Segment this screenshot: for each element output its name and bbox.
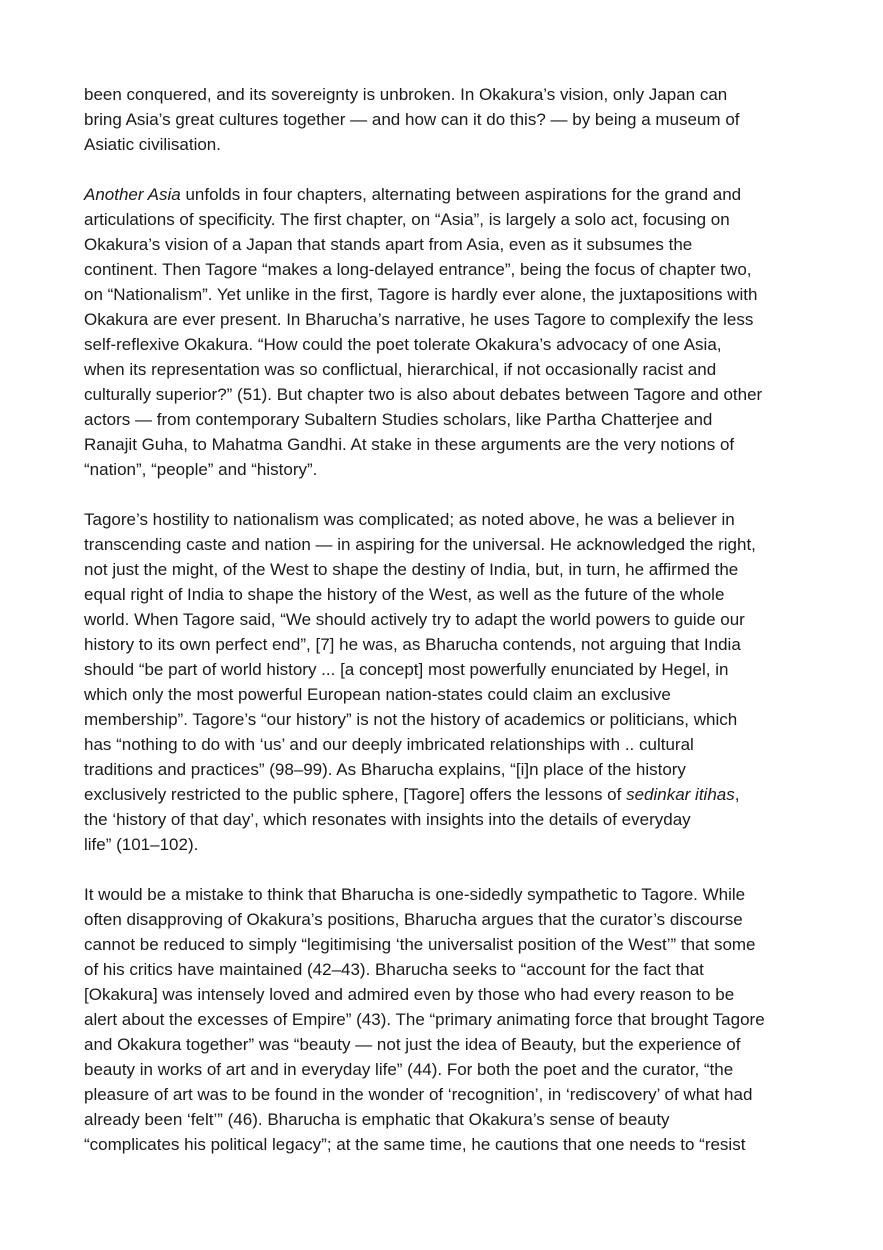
text-line: and Okakura together” was “beauty — not just the idea of Beauty, but the experience of [84, 1035, 741, 1054]
text-line: life” (101–102). [84, 835, 199, 854]
text-line: not just the might, of the West to shape the destiny of India, but, in turn, he affirmed the [84, 560, 739, 579]
text-line: Asiatic civilisation. [84, 135, 221, 154]
text-line: Tagore’s hostility to nationalism was complicated; as noted above, he was a believer in [84, 510, 735, 529]
text-line: often disapproving of Okakura’s positions, Bharucha argues that the curator’s discourse [84, 910, 743, 929]
text-line: continent. Then Tagore “makes a long-delayed entrance”, being the focus of chapter two, [84, 260, 752, 279]
paragraph-3 [84, 507, 804, 857]
text-line: cannot be reduced to simply “legitimising ‘the universalist position of the West’” that some [84, 935, 756, 954]
text-line: bring Asia’s great cultures together — and how can it do this? — by being a museum of [84, 110, 740, 129]
text-line: when its representation was so conflictual, hierarchical, if not occasionally racist and [84, 360, 717, 379]
paragraph-4 [84, 882, 804, 1157]
text-line: traditions and practices” (98–99). As Bharucha explains, “[i]n place of the history [84, 760, 686, 779]
text-line: Ranajit Guha, to Mahatma Gandhi. At stake in these arguments are the very notions of [84, 435, 735, 454]
text-line: articulations of specificity. The first chapter, on “Asia”, is largely a solo act, focusing on [84, 210, 730, 229]
paragraph-2 [84, 182, 804, 482]
text-line: equal right of India to shape the history of the West, as well as the future of the whole [84, 585, 725, 604]
text-line: transcending caste and nation — in aspiring for the universal. He acknowledged the right, [84, 535, 756, 554]
text-line: been conquered, and its sovereignty is unbroken. In Okakura’s vision, only Japan can [84, 85, 728, 104]
text-line: beauty in works of art and in everyday life” (44). For both the poet and the curator, “the [84, 1060, 734, 1079]
text-line: self-reflexive Okakura. “How could the poet tolerate Okakura’s advocacy of one Asia, [84, 335, 722, 354]
text-line [84, 782, 804, 807]
italic-term: sedinkar itihas [626, 785, 735, 804]
text-line: which only the most powerful European nation-states could claim an exclusive [84, 685, 671, 704]
text-line: should “be part of world history ... [a concept] most powerfully enunciated by Hegel, in [84, 660, 729, 679]
text-line: culturally superior?” (51). But chapter two is also about debates between Tagore and other [84, 385, 763, 404]
text-line: alert about the excesses of Empire” (43). The “primary animating force that brought Tagore [84, 1010, 765, 1029]
paragraph-1 [84, 82, 804, 157]
text-line: pleasure of art was to be found in the wonder of ‘recognition’, in ‘rediscovery’ of what had [84, 1085, 753, 1104]
text-line: history to its own perfect end”, [7] he was, as Bharucha contends, not arguing that India [84, 635, 741, 654]
text-line: It would be a mistake to think that Bharucha is one-sidedly sympathetic to Tagore. While [84, 885, 746, 904]
text-segment: unfolds in four chapters, alternating between aspirations for the grand and [180, 185, 742, 204]
text-line: Okakura are ever present. In Bharucha’s narrative, he uses Tagore to complexify the less [84, 310, 754, 329]
text-line: already been ‘felt’” (46). Bharucha is emphatic that Okakura’s sense of beauty [84, 1110, 670, 1129]
text-segment: , [734, 785, 740, 804]
document-body [84, 82, 804, 1157]
text-line: actors — from contemporary Subaltern Studies scholars, like Partha Chatterjee and [84, 410, 713, 429]
text-line: on “Nationalism”. Yet unlike in the first, Tagore is hardly ever alone, the juxtapositions with [84, 285, 758, 304]
text-line: membership”. Tagore’s “our history” is not the history of academics or politicians, which [84, 710, 738, 729]
text-segment: exclusively restricted to the public sphere, [Tagore] offers the lessons of [84, 785, 627, 804]
text-line: “complicates his political legacy”; at the same time, he cautions that one needs to “resist [84, 1135, 746, 1154]
text-line [84, 182, 804, 207]
book-title: Another Asia [84, 185, 181, 204]
text-line: has “nothing to do with ‘us’ and our deeply imbricated relationships with .. cultural [84, 735, 694, 754]
text-line: of his critics have maintained (42–43). Bharucha seeks to “account for the fact that [84, 960, 704, 979]
text-line: “nation”, “people” and “history”. [84, 460, 318, 479]
text-line: [Okakura] was intensely loved and admired even by those who had every reason to be [84, 985, 735, 1004]
text-line: world. When Tagore said, “We should actively try to adapt the world powers to guide our [84, 610, 745, 629]
text-line: the ‘history of that day’, which resonates with insights into the details of everyday [84, 810, 691, 829]
text-line: Okakura’s vision of a Japan that stands apart from Asia, even as it subsumes the [84, 235, 693, 254]
